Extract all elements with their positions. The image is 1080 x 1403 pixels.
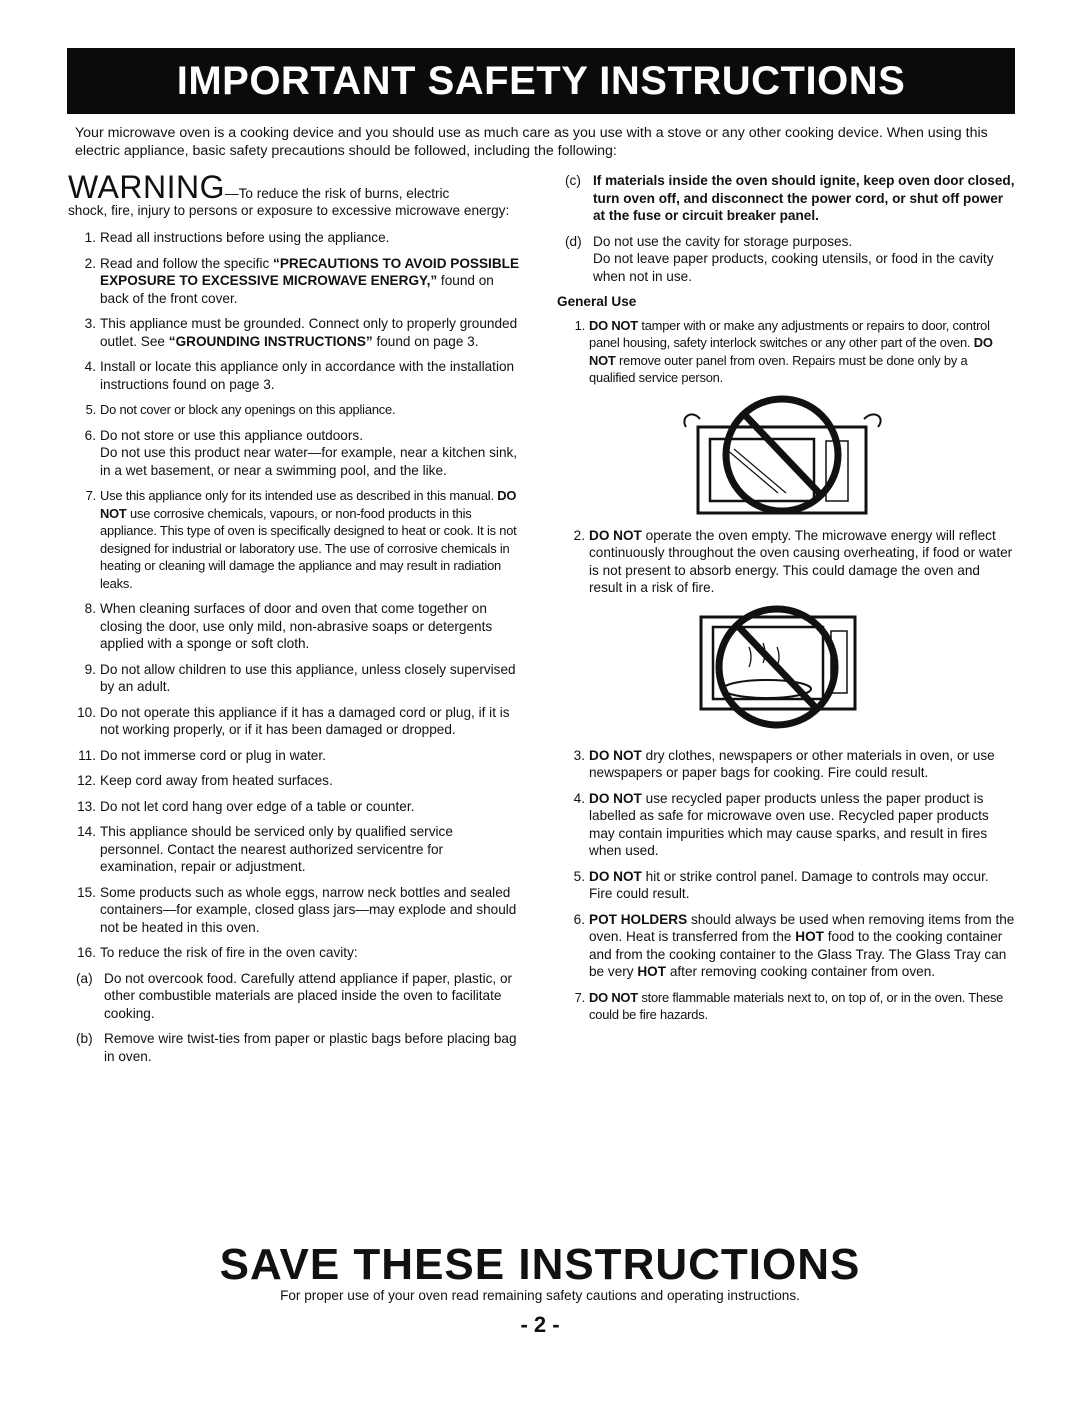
page-number: - 2 -	[520, 1312, 560, 1337]
right-column	[557, 172, 1015, 1032]
list-subitem: (b) Remove wire twist-ties from paper or plastic bags before placing bag in oven.	[76, 1031, 517, 1064]
list-item: 1. Read all instructions before using the appliance.	[84, 230, 390, 245]
list-item: 1. DO NOT tamper with or make any adjustments or repairs to door, control panel housing, safety interlock switches or any other part of the oven. DO NOT remove outer panel from oven. Repairs must be done only by a qualified service person.	[574, 317, 993, 385]
list-item: 12. Keep cord away from heated surfaces.	[77, 773, 333, 788]
list-item: 3. This appliance must be grounded. Connect only to properly grounded outlet. See “GROUNDING INSTRUCTIONS” found on page 3.	[84, 316, 518, 349]
save-instructions-heading: SAVE THESE INSTRUCTIONS	[219, 1240, 861, 1289]
intro-paragraph: Your microwave oven is a cooking device and you should use as much care as you use with a stove or any other cooking device. When using this electric appliance, basic safety precautions should be followed, including the following:	[75, 125, 988, 159]
warning-rest: shock, fire, injury to persons or exposure to excessive microwave energy:	[68, 203, 510, 218]
list-item: 14. This appliance should be serviced only by qualified service personnel. Contact the nearest authorized servicentre for examination, repair or adjustment.	[77, 824, 453, 874]
warning-word: WARNING	[68, 169, 225, 205]
warning-statement	[68, 169, 520, 219]
list-item: 8. When cleaning surfaces of door and oven that come together on closing the door, use only mild, non-abrasive soaps or detergents applied with a sponge or soft cloth.	[84, 601, 493, 651]
list-item: 3. DO NOT dry clothes, newspapers or other materials in oven, or use newspapers or paper bags for cooking. Fire could result.	[573, 747, 995, 780]
list-item: 11. Do not immerse cord or plug in water.	[78, 747, 326, 763]
no-empty-operation-illustration	[557, 605, 1015, 737]
list-item: 5. Do not cover or block any openings on this appliance.	[85, 402, 396, 417]
title-banner	[67, 48, 1015, 114]
list-subitem: (d) Do not use the cavity for storage purposes. Do not leave paper products, cooking utensils, or food in the cavity when not in use.	[565, 233, 994, 284]
list-item: 6. POT HOLDERS should always be used when removing items from the oven. Heat is transferred from the HOT food to the cooking container and from the cooking container to the Glass Tray. The Glass Tray can be very HOT after removing cooking container from oven.	[573, 911, 1015, 979]
list-item: 16. To reduce the risk of fire in the oven cavity:	[77, 945, 358, 960]
list-item: 5. DO NOT hit or strike control panel. Damage to controls may occur. Fire could result.	[573, 868, 989, 901]
list-item: 7. DO NOT store flammable materials next to, on top of, or in the oven. These could be fire hazards.	[574, 989, 1004, 1022]
left-column	[68, 169, 520, 1073]
list-item: 9. Do not allow children to use this appliance, unless closely supervised by an adult.	[84, 661, 516, 694]
list-item: 6. Do not store or use this appliance outdoors. Do not use this product near water—for example, near a kitchen sink, in a wet basement, or near a swimming pool, and the like.	[84, 427, 518, 478]
list-item: 4. DO NOT use recycled paper products unless the paper product is labelled as safe for microwave oven use. Recycled paper products may contain impurities which may cause sparks, and result in fires when used.	[573, 790, 989, 858]
list-item: 2. Read and follow the specific “PRECAUTIONS TO AVOID POSSIBLE EXPOSURE TO EXCESSIVE MICROWAVE ENERGY,” found on back of the front cover.	[84, 255, 520, 306]
warning-tail: —To reduce the risk of burns, electric	[224, 186, 450, 201]
list-item: 15. Some products such as whole eggs, narrow neck bottles and sealed containers—for example, closed glass jars—may explode and should not be heated in this oven.	[77, 884, 517, 935]
general-use-heading: General Use	[557, 294, 637, 309]
page-title: IMPORTANT SAFETY INSTRUCTIONS	[176, 58, 906, 103]
no-lifting-oven-illustration	[557, 395, 1015, 517]
list-item: 7. Use this appliance only for its intended use as described in this manual. DO NOT use corrosive chemicals, vapours, or non-food products in this appliance. This type of oven is specifically designed to heat or cook. It is not designed for industrial or laboratory use. The use of corrosive chemicals in heating or cleaning will damage the appliance and may result in radiation leaks.	[85, 488, 517, 591]
list-item: 4. Install or locate this appliance only in accordance with the installation instructions found on page 3.	[84, 359, 515, 392]
list-subitem: (c) If materials inside the oven should ignite, keep oven door closed, turn oven off, and disconnect the power cord, or shut off power at the fuse or circuit breaker panel.	[565, 173, 1015, 223]
list-item: 2. DO NOT operate the oven empty. The microwave energy will reflect continuously throughout the oven causing overheating, if food or water is not present to absorb energy. This could damage the oven and result in a risk of fire.	[573, 527, 1013, 595]
list-item: 10. Do not operate this appliance if it has a damaged cord or plug, if it is not working properly, or if it has been damaged or dropped.	[77, 704, 510, 737]
list-subitem: (a) Do not overcook food. Carefully attend appliance if paper, plastic, or other combustible materials are placed inside the oven to facilitate cooking.	[76, 970, 513, 1021]
footer-note: For proper use of your oven read remaining safety cautions and operating instructions.	[280, 1288, 800, 1303]
list-item: 13. Do not let cord hang over edge of a table or counter.	[77, 798, 415, 814]
